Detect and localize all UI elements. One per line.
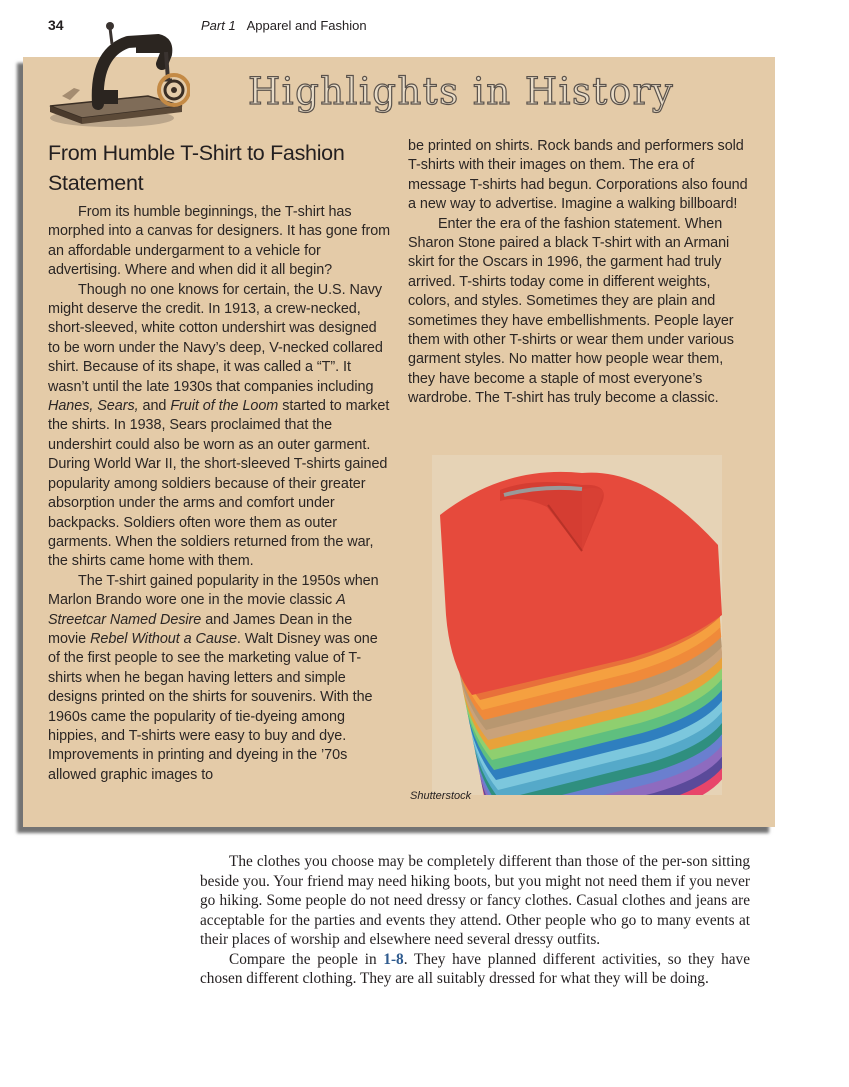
tshirt-stack-photo (432, 455, 722, 795)
panel-title: Highlights in History (248, 70, 675, 113)
right-paragraph-2: Enter the era of the fashion statement. When Sharon Stone paired a black T-shirt with an Armani skirt for the Oscars in 1996, the garment had truly arrived. T-shirts today come in different weights, colors, and styles. Sometimes they are plain and sometimes they have embellishments. People layer them with other T-shirts or wear them under various garment styles. No matter how people wear them, they have become a staple of most everyone’s wardrobe. The T-shirt has truly become a classic. (408, 215, 734, 407)
article-heading: From Humble T-Shirt to Fashion Statement (48, 141, 345, 195)
right-paragraph-1: be printed on shirts. Rock bands and performers sold T-shirts with their images on them. The era of message T-shirts had begun. Corporations also found a new way to advertise. Imagine a walking billboard! (408, 138, 748, 213)
part-title: Apparel and Fashion (246, 18, 367, 33)
figure-reference-link[interactable]: 1-8 (383, 950, 404, 968)
left-paragraph-1: From its humble beginnings, the T-shirt has morphed into a canvas for designers. It has gone from an affordable undergarment to a vehicle for advertising. Where and when did it all begin? (48, 204, 391, 279)
left-column (48, 203, 392, 785)
left-paragraph-2: Though no one knows for certain, the U.S. Navy might deserve the credit. In 1913, a crew-necked, short-sleeved, white cotton undershirt was designed to be worn under the Navy’s deep, V-necked collared shirt. Because of its shape, it was called a “T”. It wasn’t until the late 1930s that companies including Hanes, Sears, and Fruit of the Loom started to market the shirts. In 1938, Sears proclaimed that the undershirt could also be worn as an outer garment. During World War II, the short-sleeved T-shirts gained popularity among soldiers because of their greater absorption under the arms and comfort under backpacks. Soldiers often wore them as outer garments. When the soldiers returned from the war, the shirts came home with them. (48, 281, 390, 570)
sewing-machine-icon (40, 18, 190, 138)
left-paragraph-3: The T-shirt gained popularity in the 1950s when Marlon Brando wore one in the movie classic A Streetcar Named Desire and James Dean in the movie Rebel Without a Cause. Walt Disney was one of the first people to see the marketing value of T-shirts when he began having letters and simple designs printed on the shirts for souvenirs. With the 1960s came the popularity of tie-dyeing among hippies, and T-shirts were easy to buy and dye. Improvements in printing and dyeing in the ’70s allowed graphic images to (48, 572, 379, 783)
body-paragraph-1: The clothes you choose may be completely different than those of the per-son sitting beside you. Your friend may need hiking boots, but you might not need them if you never go hiking. Some people do not need dressy or fancy clothes. Casual clothes and jeans are acceptable for the parties and events they attend. Other people who go to many events at their places of worship and elsewhere need several dressy outfits. (200, 853, 750, 948)
right-column (408, 137, 752, 409)
body-paragraph-2: Compare the people in 1-8. They have planned different activities, so they have chosen different clothing. They are all suitably dressed for what they will be doing. (200, 950, 750, 987)
photo-credit: Shutterstock (410, 790, 472, 802)
running-head (201, 18, 367, 33)
page-number: 34 (48, 17, 64, 33)
main-body-text (200, 852, 750, 989)
part-label: Part 1 (201, 18, 236, 33)
